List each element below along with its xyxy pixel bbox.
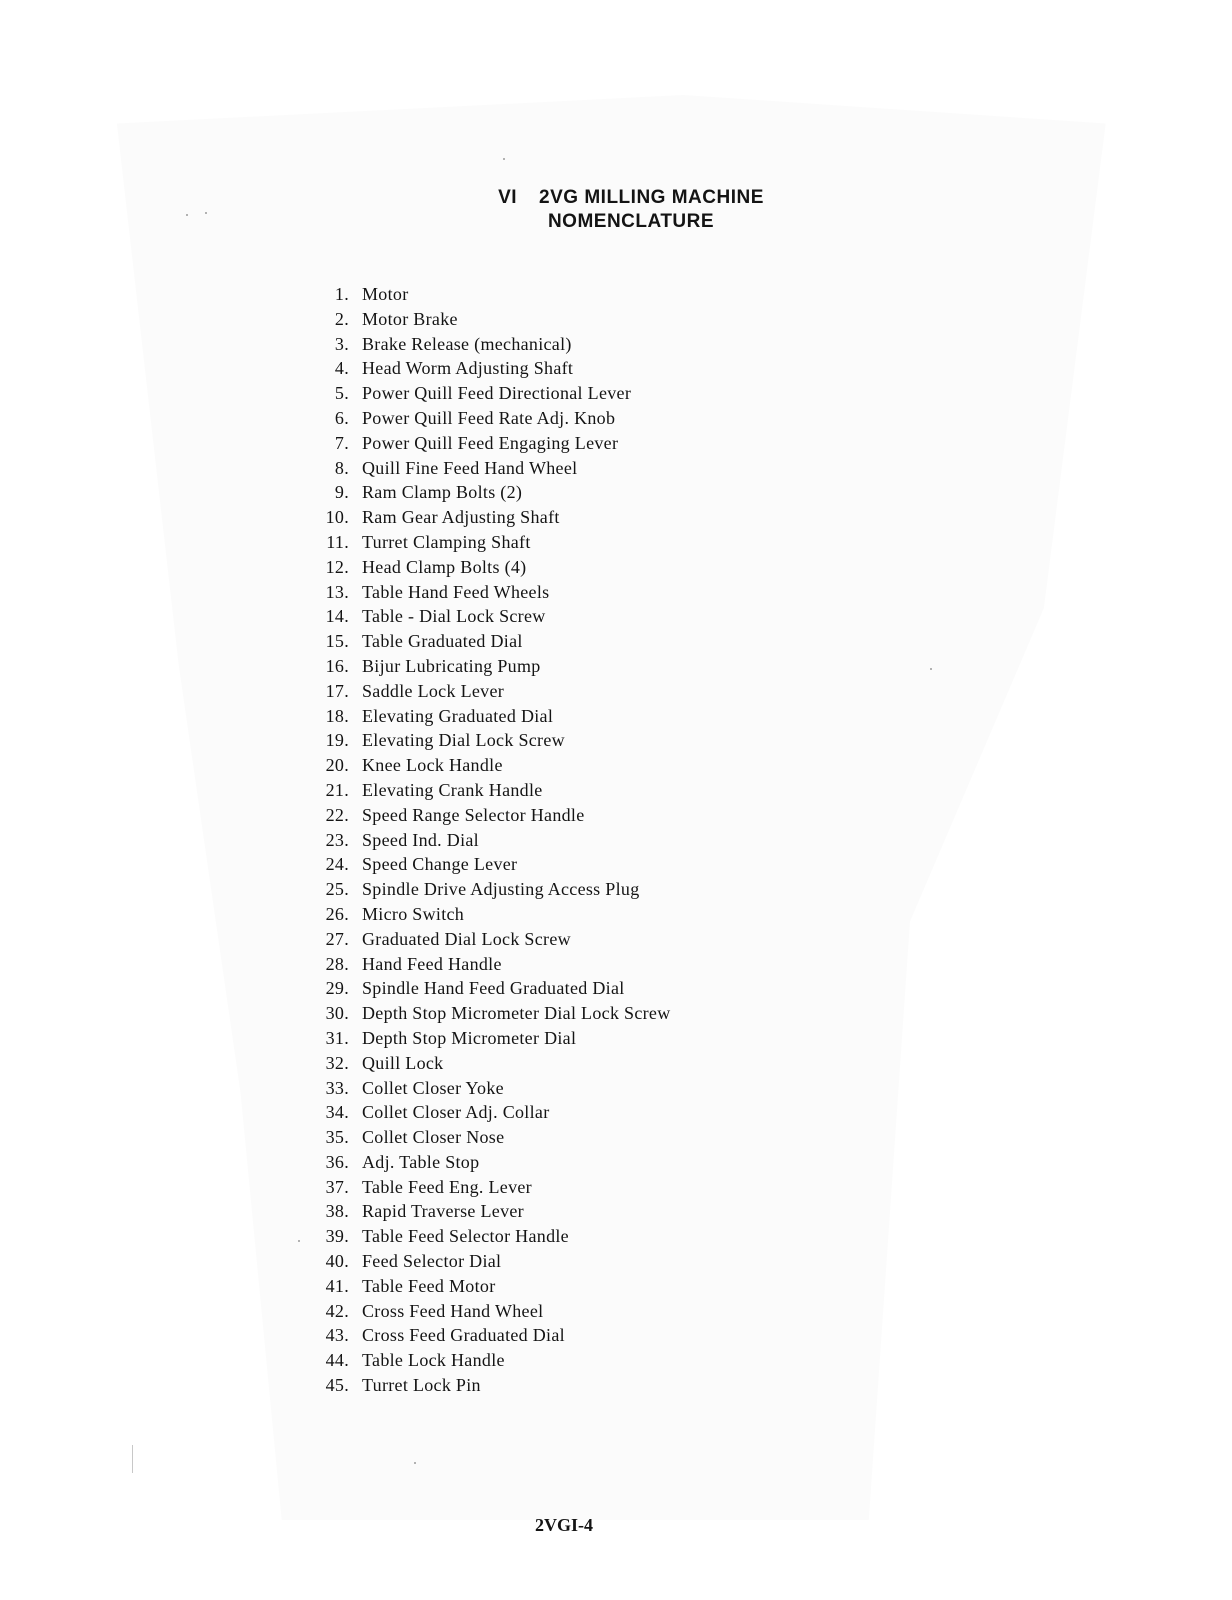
page-heading [0,186,1232,234]
item-label: Depth Stop Micrometer Dial Lock Screw [362,1003,671,1024]
item-number: 20. [325,755,349,776]
item-label: Quill Lock [362,1052,444,1073]
item-label: Table Feed Eng. Lever [362,1176,532,1197]
item-number: 38. [325,1201,349,1222]
list-item [312,530,671,555]
list-item [312,505,671,530]
list-item [312,902,671,927]
list-item [312,282,671,307]
item-number: 37. [325,1176,349,1197]
list-item [312,1373,671,1398]
list-item [312,431,671,456]
list-item [312,604,671,629]
item-number: 30. [325,1003,349,1024]
list-item [312,852,671,877]
scan-speck [930,668,932,670]
item-label: Quill Fine Feed Hand Wheel [362,457,578,478]
item-number: 3. [334,333,349,354]
item-label: Cross Feed Graduated Dial [362,1325,565,1346]
item-number: 12. [325,556,349,577]
item-number: 26. [325,903,349,924]
page-number: 2VGI-4 [535,1515,593,1535]
list-item [312,480,671,505]
nomenclature-list [312,282,671,1398]
item-label: Hand Feed Handle [362,953,502,974]
item-number: 31. [325,1027,349,1048]
list-item [312,778,671,803]
item-label: Feed Selector Dial [362,1251,502,1272]
list-item [312,356,671,381]
list-item [312,629,671,654]
item-label: Ram Gear Adjusting Shaft [362,507,560,528]
item-number: 29. [325,978,349,999]
item-number: 1. [334,284,349,304]
item-label: Adj. Table Stop [362,1151,480,1172]
item-label: Spindle Hand Feed Graduated Dial [362,978,625,999]
document-title: 2VG MILLING MACHINE [539,187,764,208]
list-item [312,1323,671,1348]
item-label: Table - Dial Lock Screw [362,606,546,627]
item-number: 17. [325,680,349,701]
item-label: Table Lock Handle [362,1350,505,1371]
list-item [312,406,671,431]
item-number: 32. [325,1052,349,1073]
item-number: 6. [334,407,349,428]
list-item [312,307,671,332]
item-label: Collet Closer Adj. Collar [362,1102,550,1123]
item-label: Power Quill Feed Engaging Lever [362,432,619,453]
item-number: 23. [325,829,349,850]
list-item [312,654,671,679]
item-number: 42. [325,1300,349,1321]
list-item [312,555,671,580]
item-label: Collet Closer Yoke [362,1077,504,1098]
list-item [312,1249,671,1274]
list-item [312,1224,671,1249]
item-label: Graduated Dial Lock Screw [362,928,571,949]
list-item [312,1076,671,1101]
document-subtitle: NOMENCLATURE [547,211,715,232]
item-label: Head Clamp Bolts (4) [362,556,527,577]
list-item [312,927,671,952]
item-number: 9. [334,482,349,503]
item-label: Power Quill Feed Directional Lever [362,383,632,404]
list-item [312,679,671,704]
item-label: Speed Range Selector Handle [362,804,585,825]
item-label: Micro Switch [362,903,465,924]
heading-title-line [0,186,1232,210]
item-label: Rapid Traverse Lever [362,1201,524,1222]
list-item [312,1348,671,1373]
item-label: Knee Lock Handle [362,755,503,776]
list-item [312,1100,671,1125]
item-label: Table Graduated Dial [362,631,523,652]
item-label: Turret Clamping Shaft [362,531,531,552]
list-item [312,1175,671,1200]
item-number: 43. [325,1325,349,1346]
item-number: 11. [326,531,349,552]
item-label: Table Hand Feed Wheels [362,581,550,602]
item-number: 44. [325,1350,349,1371]
item-number: 34. [325,1102,349,1123]
item-number: 35. [325,1127,349,1148]
list-item [312,1299,671,1324]
list-item [312,1001,671,1026]
item-label: Brake Release (mechanical) [362,333,572,354]
item-number: 7. [334,432,349,453]
list-item [312,1199,671,1224]
item-number: 25. [325,879,349,900]
item-number: 28. [325,953,349,974]
item-number: 39. [325,1226,349,1247]
scan-speck [414,1462,416,1464]
list-item [312,704,671,729]
item-number: 22. [325,804,349,825]
scan-speck [298,1240,300,1242]
item-label: Depth Stop Micrometer Dial [362,1027,577,1048]
item-number: 8. [334,457,349,478]
scan-speck [503,158,505,160]
item-label: Elevating Dial Lock Screw [362,730,565,751]
item-number: 45. [325,1375,349,1396]
item-number: 40. [325,1251,349,1272]
item-number: 27. [325,928,349,949]
item-number: 24. [325,854,349,875]
item-number: 18. [325,705,349,726]
item-label: Bijur Lubricating Pump [362,655,541,676]
item-number: 13. [325,581,349,602]
item-number: 2. [334,308,349,329]
item-label: Elevating Graduated Dial [362,705,554,726]
list-item [312,877,671,902]
item-label: Collet Closer Nose [362,1127,505,1148]
item-number: 15. [325,631,349,652]
list-item [312,1150,671,1175]
item-label: Turret Lock Pin [362,1375,481,1396]
scan-edge-mark [132,1445,133,1473]
list-item [312,332,671,357]
item-number: 19. [325,730,349,751]
list-item [312,1026,671,1051]
item-number: 41. [325,1275,349,1296]
item-number: 36. [325,1151,349,1172]
list-item [312,952,671,977]
list-item [312,456,671,481]
section-number: VI [498,187,518,208]
list-item [312,381,671,406]
list-item [312,1125,671,1150]
item-label: Spindle Drive Adjusting Access Plug [362,879,640,900]
item-label: Saddle Lock Lever [362,680,505,701]
list-item [312,1274,671,1299]
list-item [312,753,671,778]
item-number: 14. [325,606,349,627]
item-label: Power Quill Feed Rate Adj. Knob [362,407,616,428]
list-item [312,1051,671,1076]
item-number: 10. [325,507,349,528]
item-number: 4. [334,358,349,379]
list-item [312,803,671,828]
item-label: Speed Change Lever [362,854,518,875]
item-number: 16. [325,655,349,676]
item-label: Ram Clamp Bolts (2) [362,482,523,503]
item-label: Motor Brake [362,308,458,329]
item-label: Table Feed Selector Handle [362,1226,569,1247]
item-label: Speed Ind. Dial [362,829,479,850]
item-number: 33. [325,1077,349,1098]
item-label: Elevating Crank Handle [362,779,543,800]
list-item [312,828,671,853]
list-item [312,580,671,605]
item-label: Table Feed Motor [362,1275,496,1296]
item-label: Cross Feed Hand Wheel [362,1300,544,1321]
list-item [312,728,671,753]
list-item [312,976,671,1001]
item-number: 5. [334,383,349,404]
item-label: Head Worm Adjusting Shaft [362,358,574,379]
item-label: Motor [362,284,409,304]
item-number: 21. [325,779,349,800]
